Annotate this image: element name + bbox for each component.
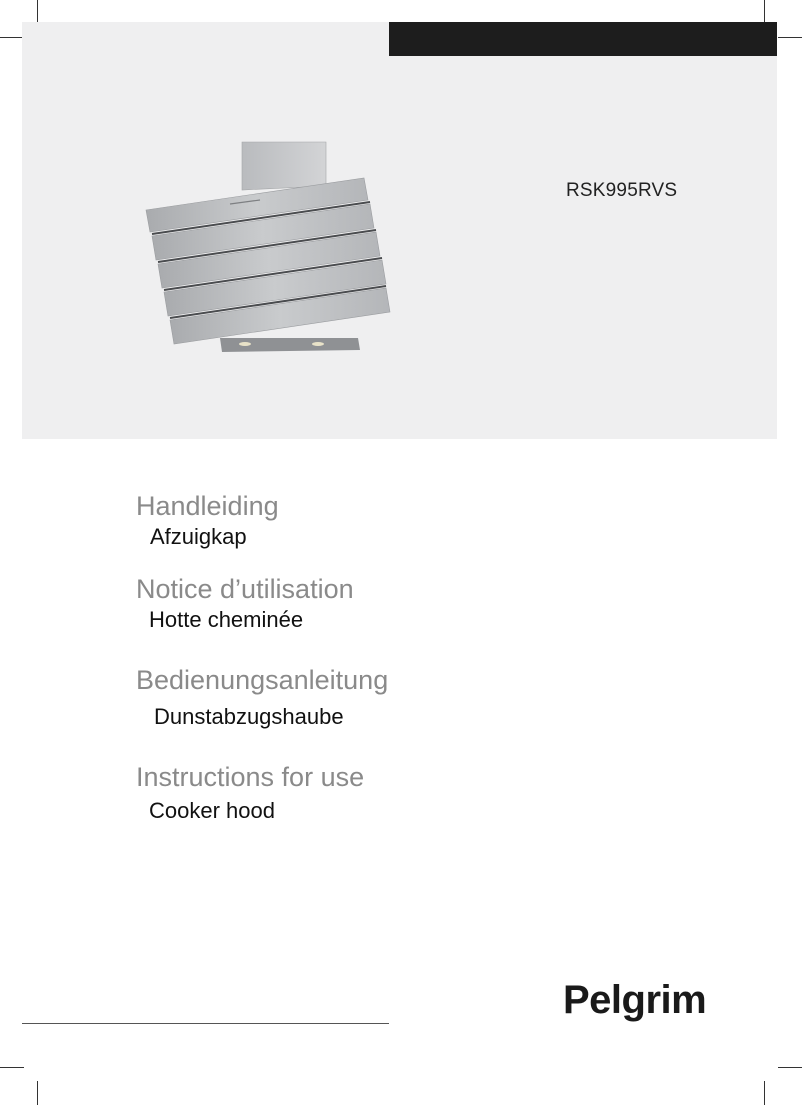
section-title: Instructions for use bbox=[136, 762, 365, 792]
crop-mark bbox=[778, 1067, 802, 1068]
section-title: Bedienungsanleitung bbox=[136, 665, 389, 695]
section-subtitle: Dunstabzugshaube bbox=[154, 704, 344, 729]
cooker-hood-image bbox=[140, 138, 396, 358]
section-french bbox=[136, 576, 354, 631]
section-title: Notice d’utilisation bbox=[136, 574, 354, 604]
brand-logo: Pelgrim bbox=[563, 978, 707, 1022]
model-number: RSK995RVS bbox=[566, 180, 678, 201]
section-german bbox=[136, 667, 388, 728]
section-title: Handleiding bbox=[136, 491, 279, 521]
crop-mark bbox=[764, 1081, 765, 1105]
section-dutch bbox=[136, 493, 279, 548]
section-english bbox=[136, 764, 364, 822]
crop-mark bbox=[778, 37, 802, 38]
footer-divider bbox=[22, 1023, 389, 1024]
section-subtitle: Afzuigkap bbox=[150, 524, 247, 549]
crop-mark bbox=[37, 0, 38, 24]
crop-mark bbox=[37, 1081, 38, 1105]
crop-mark bbox=[0, 37, 24, 38]
section-subtitle: Hotte cheminée bbox=[149, 607, 304, 632]
section-subtitle: Cooker hood bbox=[149, 798, 275, 823]
hero-panel bbox=[22, 22, 777, 439]
crop-mark bbox=[0, 1067, 24, 1068]
header-bar bbox=[389, 22, 777, 56]
crop-mark bbox=[764, 0, 765, 24]
